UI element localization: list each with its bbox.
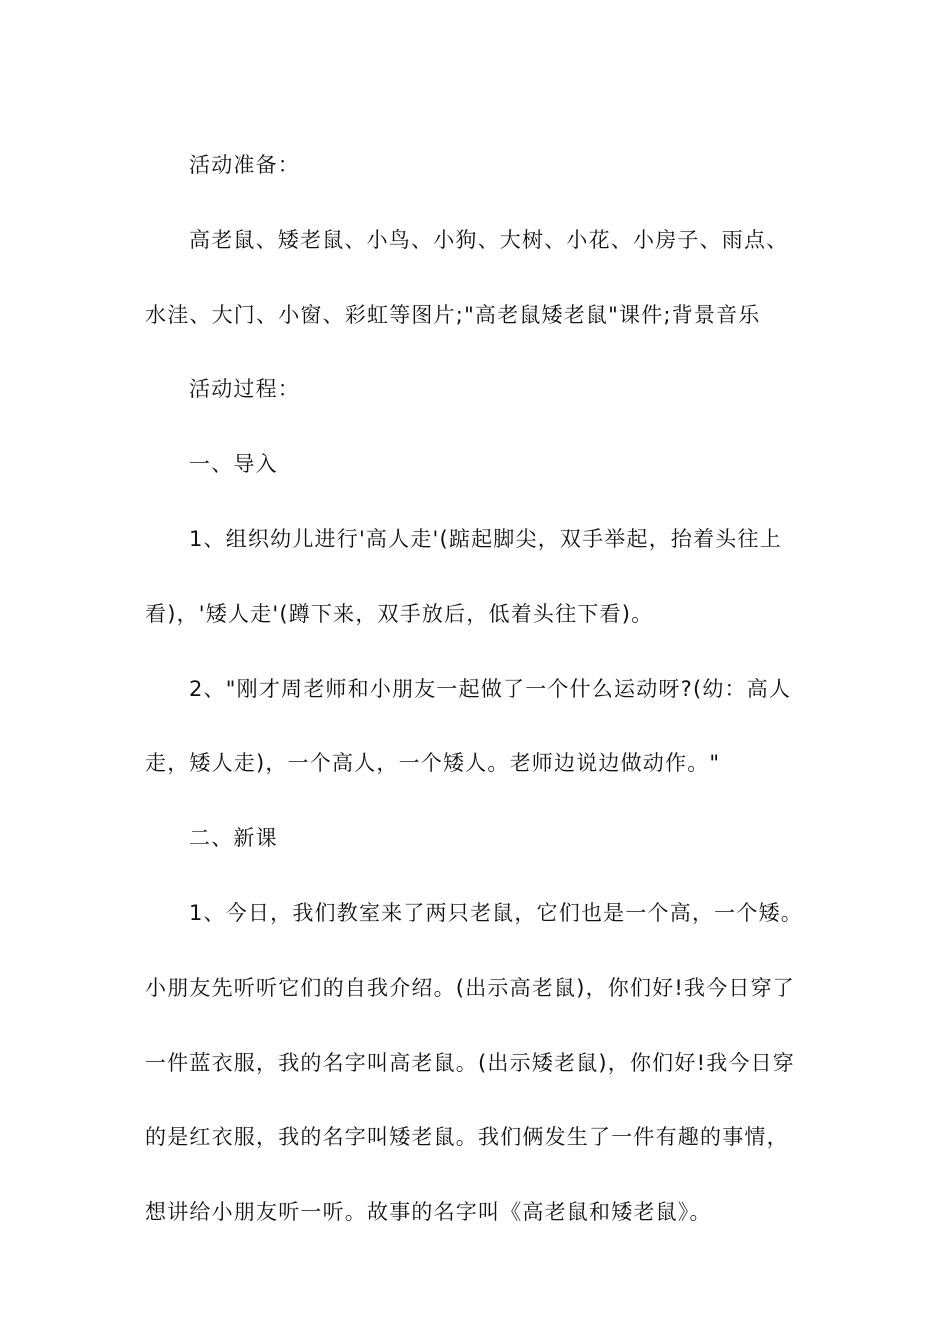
paragraph-item-1-2: 2、"刚才周老师和小朋友一起做了一个什么运动呀?(幼：高人走，矮人走)，一个高人，一个矮人。老师边说边做动作。"	[145, 676, 792, 776]
document-body	[145, 128, 805, 1250]
paragraph-section-2: 二、新课	[189, 826, 278, 851]
paragraph-section-1: 一、导入	[189, 452, 278, 477]
paragraph-item-1-1: 1、组织幼儿进行'高人走'(踮起脚尖，双手举起，抬着头往上看)，'矮人走'(蹲下来，双手放后，低着头往下看)。	[145, 526, 782, 626]
paragraph-prep-heading: 活动准备：	[189, 153, 300, 177]
paragraph-item-2-1: 1、今日，我们教室来了两只老鼠，它们也是一个高，一个矮。小朋友先听听它们的自我介绍。(出示高老鼠)，你们好!我今日穿了一件蓝衣服，我的名字叫高老鼠。(出示矮老鼠)，你们好!我今日穿的是红衣服，我的名字叫矮老鼠。我们俩发生了一件有趣的事情，想讲给小朋友听一听。故事的名字叫《高老鼠和矮老鼠》。	[145, 900, 803, 1225]
paragraph-process-heading: 活动过程：	[189, 377, 300, 402]
paragraph-prep-body: 高老鼠、矮老鼠、小鸟、小狗、大树、小花、小房子、雨点、水洼、大门、小窗、彩虹等图片;"高老鼠矮老鼠"课件;背景音乐	[145, 227, 789, 327]
